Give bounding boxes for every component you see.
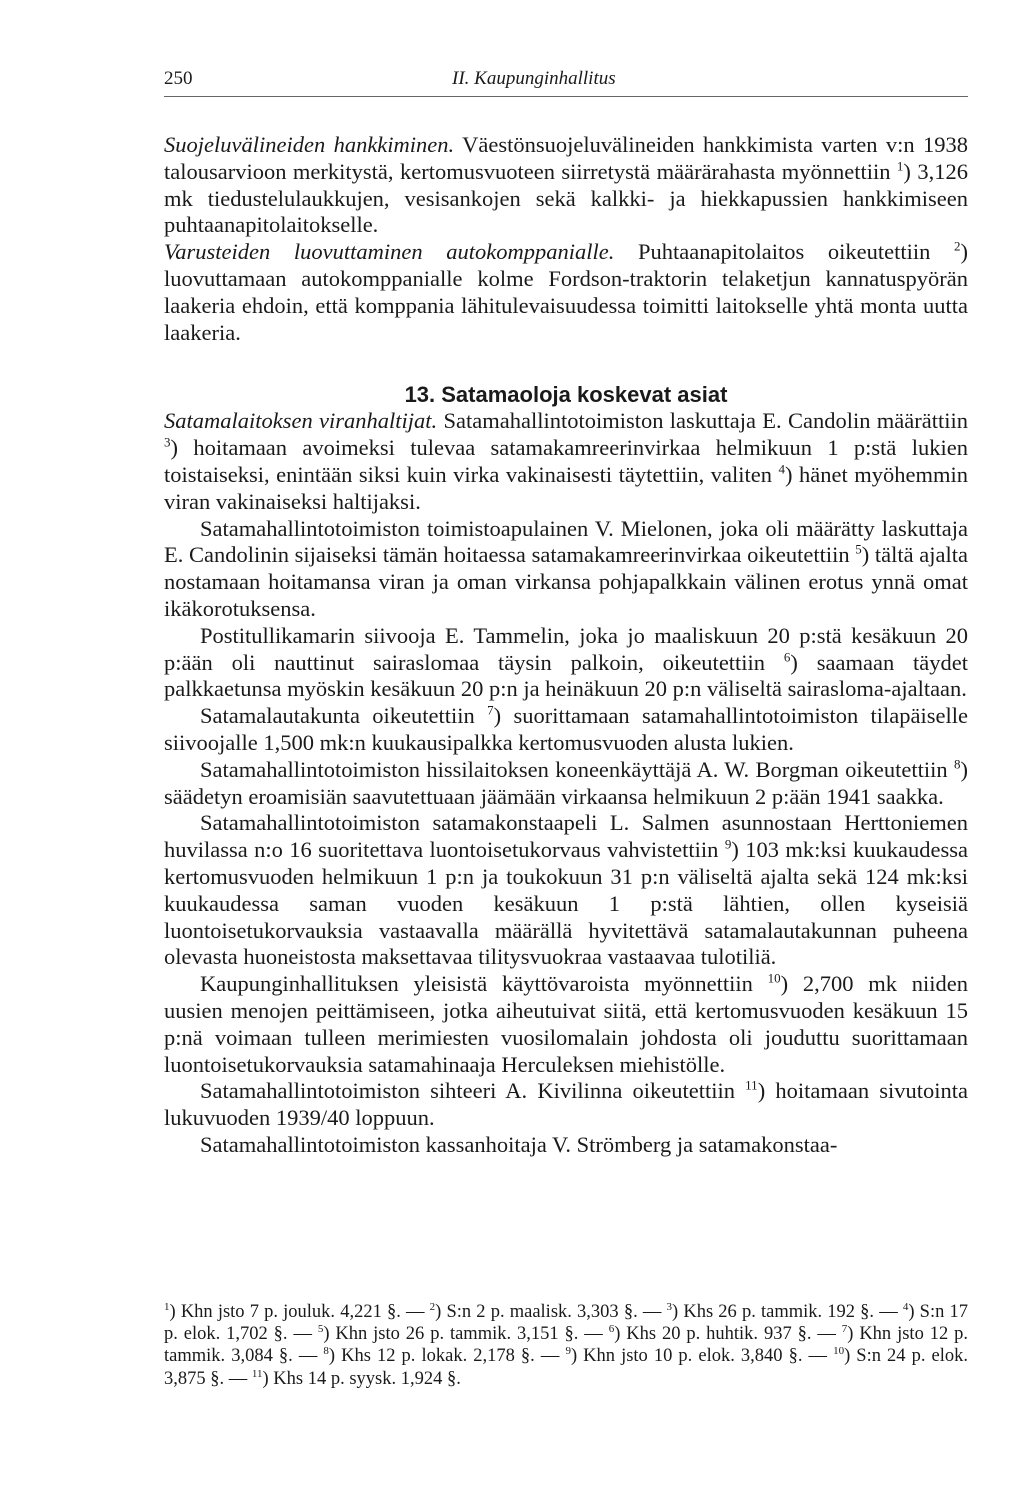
footnote-ref: 8 xyxy=(954,756,961,772)
paragraph: Satamalaitoksen viranhaltijat. Satamahallintotoimiston laskuttaja E. Candolin määrättiin $^3$) hoitamaan avoimeksi tulevaa satamakamreerinvirkaa helmikuun 1 p:stä lukien toistaiseksi, enintään siksi kuin virka vakinaisesti täytettiin, valiten $^4$) hänet myöhemmin viran vakinaiseksi haltijaksi. xyxy=(164,408,969,514)
footnote-text: ) Khs 14 p. syysk. 1,924 §. xyxy=(262,1368,461,1389)
footnote-number: 7 xyxy=(841,1323,848,1336)
footnote-number: 10 xyxy=(833,1345,845,1358)
footnote-ref: 1 xyxy=(896,158,904,174)
footnote-text: ) Khn jsto 12 p. tammik. 3,084 §. — xyxy=(164,1324,968,1367)
footnote-number: 2 xyxy=(429,1300,436,1313)
footnote-ref: 4 xyxy=(778,461,786,477)
footnote-ref: 3 xyxy=(164,434,171,450)
page-header xyxy=(164,68,968,97)
footnote-ref: 2 xyxy=(954,238,961,254)
spacer xyxy=(164,346,968,382)
paragraph: Satamalautakunta oikeutettiin $^7$) suorittamaan satamahallintotoimiston tilapäiselle siivoojalle 1,500 mk:n kuukausipalkka kertomusvuoden alusta lukien. xyxy=(164,702,969,755)
paragraph: Kaupunginhallituksen yleisistä käyttövaroista myönnettiin $^{10}$) 2,700 mk niiden uusien menojen peittämiseen, jotka aiheutuivat siitä, että kertomusvuoden kesäkuun 15 p:nä voimaan tulleen merimiesten vuosilomalain johdosta oli jouduttu suorittamaan luontoisetukorvauksia satamahinaaja Herculeksen miehistölle. xyxy=(164,970,969,1077)
footnote-text: ) Khn jsto 7 p. jouluk. 4,221 §. — xyxy=(169,1302,430,1322)
footnote-text: ) Khs 26 p. tammik. 192 §. — xyxy=(672,1302,903,1322)
paragraph: Satamahallintotoimiston kassanhoitaja V. Strömberg ja satamakonstaa- xyxy=(200,1131,838,1157)
footnote-number: 3 xyxy=(666,1300,673,1313)
footnote-text: ) S:n 24 p. elok. 3,875 §. — xyxy=(164,1346,968,1389)
footnote-text: ) Khn jsto 10 p. elok. 3,840 §. — xyxy=(570,1346,834,1367)
footnote-ref: 11 xyxy=(745,1077,758,1093)
footnote-number: 5 xyxy=(317,1323,324,1336)
footnote-text: ) Khn jsto 26 p. tammik. 3,151 §. — xyxy=(323,1324,609,1345)
paragraph-heading: Suojeluvälineiden hankkiminen. xyxy=(164,132,455,157)
paragraph: Varusteiden luovuttaminen autokomppanialle. Puhtaanapitolaitos oikeutettiin $^2$) luovuttamaan autokomppanialle kolme Fordson-traktorin telaketjun kannatuspyörän laakeria ehdoin, että komppania lähitulevaisuudessa toimitti laitokselle yhtä monta uutta laakeria. xyxy=(164,238,968,345)
footnotes xyxy=(164,1301,968,1390)
paragraph: Satamahallintotoimiston hissilaitoksen koneenkäyttäjä A. W. Borgman oikeutettiin $^8$) säädetyn eroamisiän saavutettuaan jäämään virkaansa helmikuun 2 p:ään 1941 saakka. xyxy=(164,756,968,809)
paragraph-heading: Satamalaitoksen viranhaltijat. xyxy=(164,408,438,434)
footnote-text: ) S:n 17 p. elok. 1,702 §. — xyxy=(164,1302,969,1345)
footnote-number: 11 xyxy=(251,1367,263,1380)
paragraph: Satamahallintotoimiston sihteeri A. Kivilinna oikeutettiin $^{11}$) hoitamaan sivutointa lukuvuoden 1939/40 loppuun. xyxy=(164,1077,968,1131)
section-title: 13. Satamaoloja koskevat asiat xyxy=(404,382,728,408)
body-text xyxy=(164,132,968,1159)
footnote-number: 6 xyxy=(608,1323,615,1336)
footnote-text: ) Khs 20 p. huhtik. 937 §. — xyxy=(614,1324,842,1345)
footnote-ref: 9 xyxy=(724,836,732,852)
paragraph: Postitullikamarin siivooja E. Tammelin, joka jo maaliskuun 20 p:stä kesäkuun 20 p:ään oli nauttinut sairaslomaa täysin palkoin, oikeutettiin $^6$) saamaan täydet palkkaetunsa myöskin kesäkuun 20 p:n ja heinäkuun 20 p:n väliseltä sairasloma-ajaltaan. xyxy=(164,622,969,702)
footnote-ref: 7 xyxy=(487,702,494,718)
footnote-number: 1 xyxy=(164,1300,170,1313)
paragraph: Satamahallintotoimiston satamakonstaapeli L. Salmen asunnostaan Herttoniemen huvilassa n:o 16 suoritettava luontoisetukorvaus vahvistettiin $^9$) 103 mk:ksi kuukaudessa kertomusvuoden helmikuun 1 p:n ja toukokuun 31 p:n väliseltä ajalta sekä 124 mk:ksi kuukaudessa saman vuoden kesäkuun 1 p:stä lähtien, ollen kyseisiä luontoisetukorvauksia vastaavalla määrällä hyvitettävä satamalautakunnan puheena olevasta huoneistosta maksettavaa tilitysvuokraa vastaavaa tulotiliä. xyxy=(164,810,969,970)
page-number: 250 xyxy=(164,68,193,89)
footnote-ref: 5 xyxy=(855,541,862,557)
footnote-text: ) Khs 12 p. lokak. 2,178 §. — xyxy=(328,1346,566,1367)
paragraph-heading: Varusteiden luovuttaminen autokomppanialle. xyxy=(164,239,615,265)
footnote-ref: 6 xyxy=(783,649,791,665)
footnote-number: 9 xyxy=(565,1345,571,1358)
footnote-ref: 10 xyxy=(767,970,781,986)
paragraph: Satamahallintotoimiston toimistoapulainen V. Mielonen, joka oli määrätty laskuttaja E. Candolinin sijaiseksi tämän hoitaessa satamakamreerinvirkaa oikeutettiin $^5$) tältä ajalta nostamaan hoitamansa viran ja oman virkansa pohjapalkkain välinen erotus ynnä omat ikäkorotuksensa. xyxy=(164,515,968,621)
footnote-text: ) S:n 2 p. maalisk. 3,303 §. — xyxy=(435,1302,667,1322)
paragraph: Suojeluvälineiden hankkiminen. Väestönsuojeluvälineiden hankkimista varten v:n 1938 talousarvioon merkitystä, kertomusvuoteen siirretystä määrärahasta myönnettiin $^1$) 3,126 mk tiedustelulaukkujen, vesisankojen sekä kalkki- ja hiekkapussien hankkimiseen puhtaanapitolaitokselle. xyxy=(164,132,969,238)
footnote-number: 8 xyxy=(323,1345,329,1358)
running-title: II. Kaupunginhallitus xyxy=(452,68,616,89)
footnote-number: 4 xyxy=(902,1300,909,1313)
